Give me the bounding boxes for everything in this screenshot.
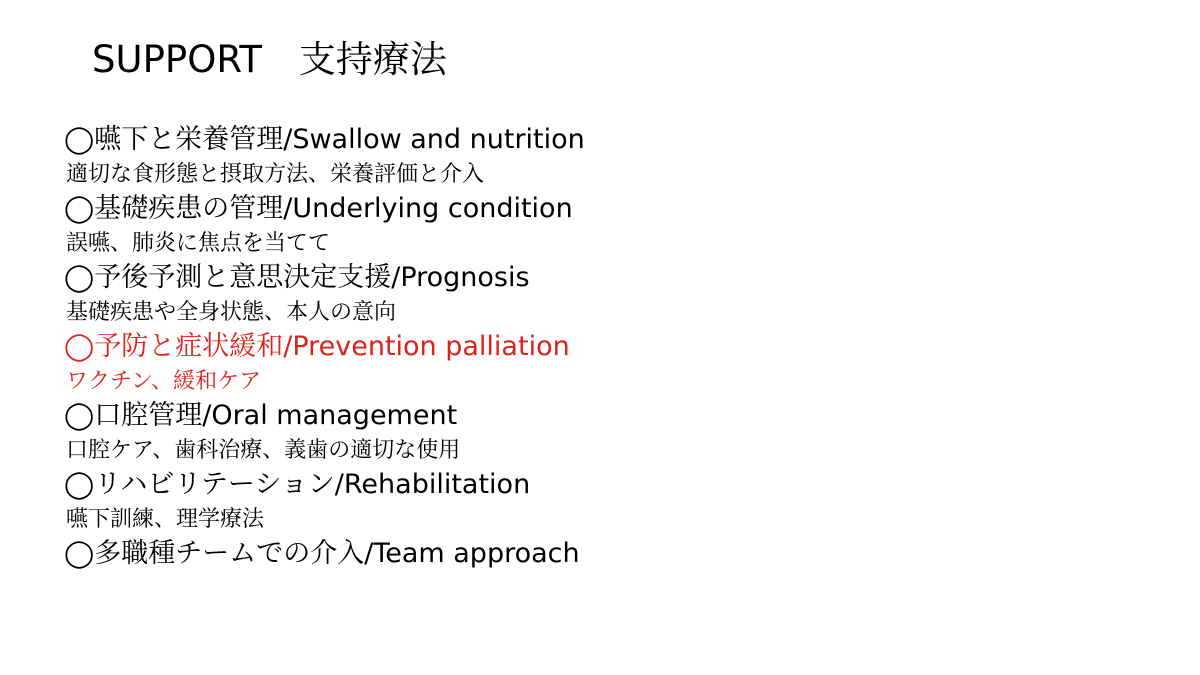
item-detail-underlying-condition: 誤嚥、肺炎に焦点を当てて — [66, 231, 331, 256]
item-heading-oral-management: ◯口腔管理/Oral management — [64, 400, 458, 431]
item-detail-prognosis: 基礎疾患や全身状態、本人の意向 — [66, 300, 397, 325]
item-detail-swallow-nutrition: 適切な食形態と摂取方法、栄養評価と介入 — [66, 162, 485, 187]
item-detail-oral-management: 口腔ケア、歯科治療、義歯の適切な使用 — [66, 438, 461, 463]
item-detail-prevention-palliation: ワクチン、緩和ケア — [66, 369, 262, 394]
item-heading-underlying-condition: ◯基礎疾患の管理/Underlying condition — [64, 193, 573, 224]
item-heading-prognosis: ◯予後予測と意思決定支援/Prognosis — [64, 262, 530, 293]
item-heading-swallow-nutrition: ◯嚥下と栄養管理/Swallow and nutrition — [64, 124, 585, 155]
slide-title: SUPPORT 支持療法 — [92, 38, 447, 81]
item-heading-rehabilitation: ◯リハビリテーション/Rehabilitation — [64, 469, 531, 500]
item-heading-team-approach: ◯多職種チームでの介入/Team approach — [64, 538, 580, 569]
support-list — [64, 122, 585, 572]
item-detail-rehabilitation: 嚥下訓練、理学療法 — [66, 507, 265, 532]
item-heading-prevention-palliation: ◯予防と症状緩和/Prevention palliation — [64, 331, 570, 362]
